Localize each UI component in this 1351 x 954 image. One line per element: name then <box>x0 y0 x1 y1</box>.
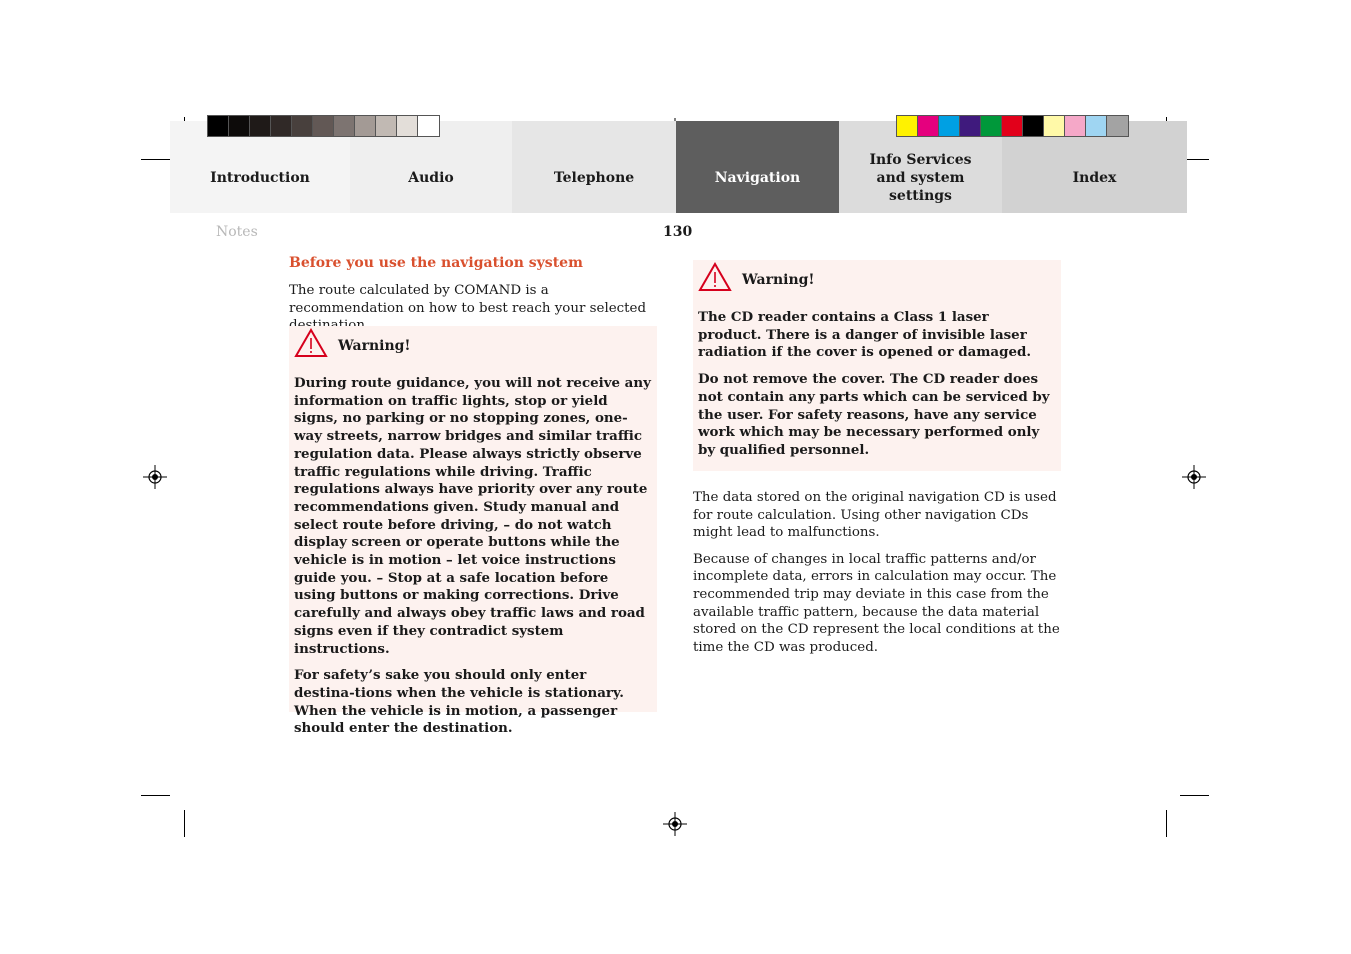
tab-label: Index <box>1072 170 1117 186</box>
tab-label: Telephone <box>553 170 635 186</box>
color-swatch <box>292 116 313 136</box>
warning-box-right <box>693 260 1061 471</box>
color-swatch <box>313 116 334 136</box>
warning-triangle-icon <box>294 328 328 358</box>
crop-mark <box>141 159 170 160</box>
warning-triangle-icon <box>698 262 732 292</box>
warning-title: Warning! <box>338 338 411 354</box>
crop-mark <box>184 810 185 837</box>
color-swatch <box>229 116 250 136</box>
color-swatch <box>939 116 960 136</box>
warning-paragraph: Do not remove the cover. The CD reader does not contain any parts which can be serviced by the user. For safety reasons, have any service work which may be necessary performed only by qualified personnel. <box>698 371 1050 458</box>
registration-mark-icon <box>1182 465 1206 489</box>
section-label: Notes <box>216 224 258 240</box>
color-swatch <box>918 116 939 136</box>
tab-telephone[interactable] <box>512 121 676 213</box>
warning-paragraph: For safety’s sake you should only enter destina-tions when the vehicle is stationary. When the vehicle is in motion, a passenger should enter the destination. <box>294 667 624 737</box>
color-swatch <box>250 116 271 136</box>
crop-mark <box>141 795 170 796</box>
tab-label: Introduction <box>210 170 310 186</box>
color-swatch <box>1107 116 1128 136</box>
color-swatch <box>334 116 355 136</box>
tab-label: Navigation <box>714 170 801 186</box>
color-swatch <box>981 116 1002 136</box>
color-swatch <box>397 116 418 136</box>
body-paragraph: The data stored on the original navigation CD is used for route calculation. Using other navigation CDs might lead to malfunctions. <box>693 490 1057 541</box>
color-swatch <box>418 116 439 136</box>
color-swatch <box>208 116 229 136</box>
color-swatch <box>960 116 981 136</box>
crop-mark <box>1180 795 1209 796</box>
body-text-right <box>693 489 1061 665</box>
warning-box-left <box>289 326 657 737</box>
color-swatch <box>897 116 918 136</box>
warning-paragraph: The CD reader contains a Class 1 laser product. There is a danger of invisible laser radiation if the cover is opened or damaged. <box>698 309 1031 361</box>
tab-label: Info Services and system settings <box>869 152 972 204</box>
registration-mark-icon <box>663 812 687 836</box>
body-paragraph: Because of changes in local traffic patterns and/or incomplete data, errors in calculation may occur. The recommended trip may deviate in this case from the available traffic pattern, because the data material stored on the CD represent the local conditions at the time the CD was produced. <box>693 551 1060 655</box>
color-bar <box>896 115 1129 137</box>
color-swatch <box>1086 116 1107 136</box>
warning-text <box>294 375 651 738</box>
color-swatch <box>376 116 397 136</box>
intro-paragraph: The route calculated by COMAND is a recommendation on how to best reach your selected <box>289 283 647 316</box>
color-swatch <box>1002 116 1023 136</box>
color-swatch <box>1044 116 1065 136</box>
grayscale-bar <box>207 115 440 137</box>
warning-paragraph: During route guidance, you will not receive any information on traffic lights, stop or yield signs, no parking or no stopping zones, one-way streets, narrow bridges and similar traffic regulation data. Please always strictly observe traffic regulations while driving. Traffic regulations always have priority over any route recommendations given. Study manual and select route before driving, – do not watch display screen or operate buttons while the vehicle is in motion – let voice instructions guide you. – Stop at a safe location before using buttons or making corrections. Drive carefully and always obey traffic laws and road signs even if they contradict system instructions. <box>294 375 651 657</box>
warning-title: Warning! <box>742 272 815 288</box>
section-heading: Before you use the navigation system <box>289 255 583 271</box>
color-swatch <box>1065 116 1086 136</box>
page-number: 130 <box>663 224 693 240</box>
warning-header <box>698 260 1055 294</box>
tab-label: Audio <box>408 170 454 186</box>
color-swatch <box>355 116 376 136</box>
color-swatch <box>1023 116 1044 136</box>
tab-navigation[interactable] <box>676 121 839 213</box>
warning-header <box>294 326 651 360</box>
color-swatch <box>271 116 292 136</box>
warning-text <box>698 309 1055 460</box>
crop-mark <box>1166 810 1167 837</box>
registration-mark-icon <box>143 465 167 489</box>
